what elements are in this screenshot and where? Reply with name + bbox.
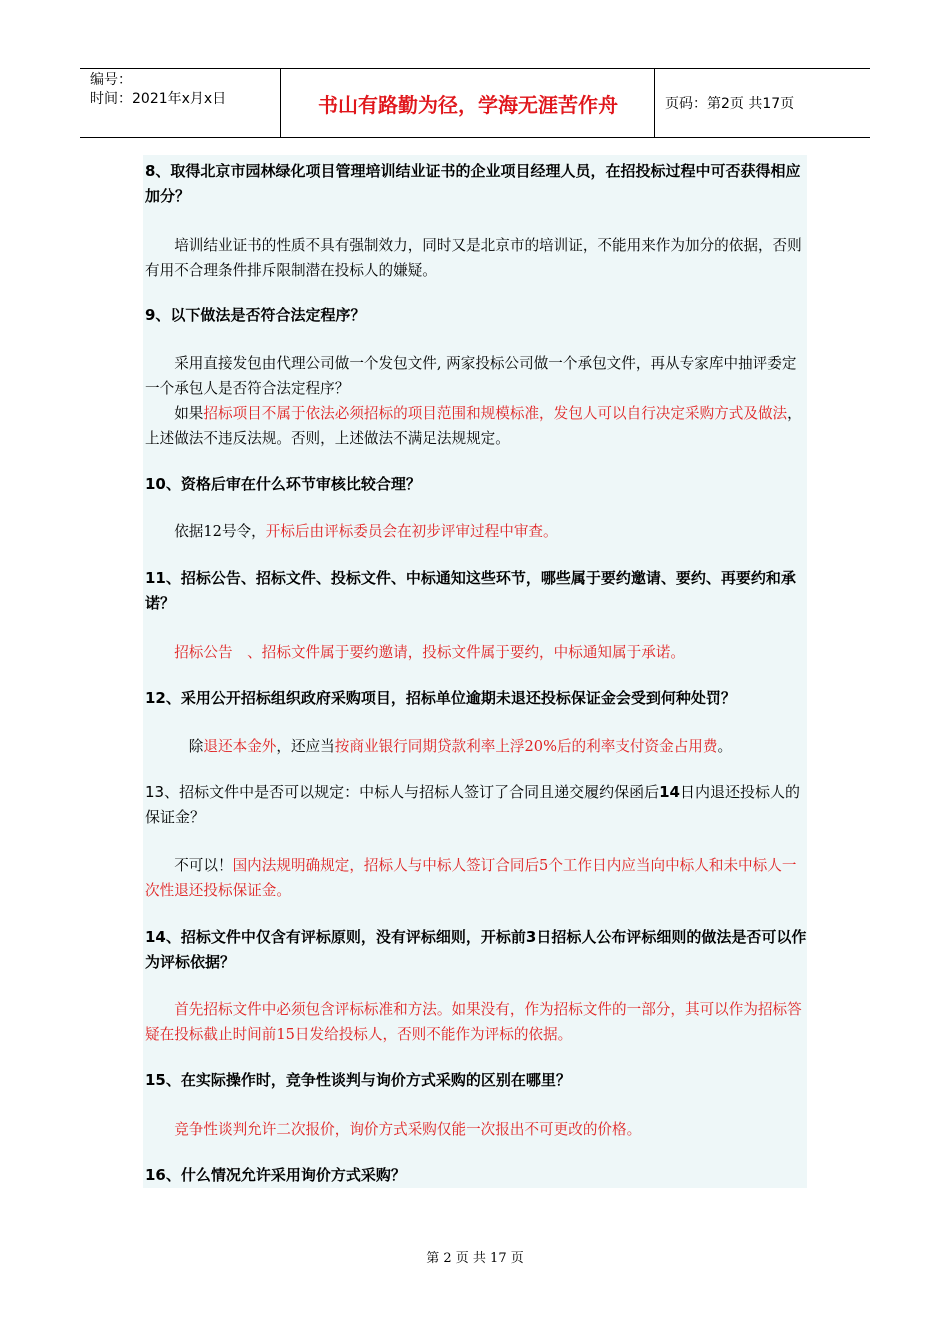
question-16: 16、什么情况允许采用询价方式采购？ bbox=[145, 1166, 406, 1184]
answer-8: 培训结业证书的性质不具有强制效力，同时又是北京市的培训证，不能用来作为加分的依据，否则有用不合理条件排斥限制潜在投标人的嫌疑。 bbox=[145, 237, 802, 279]
question-14: 14、招标文件中仅含有评标原则，没有评标细则，开标前3日招标人公布评标细则的做法是否可以作为评标依据？ bbox=[145, 928, 807, 971]
page-header bbox=[80, 68, 870, 138]
time-label: 时间：2021年x月x日 bbox=[90, 91, 227, 107]
question-15: 15、在实际操作时，竞争性谈判与询价方式采购的区别在哪里？ bbox=[145, 1071, 571, 1089]
header-motto: 书山有路勤为径，学海无涯苦作舟 bbox=[282, 69, 655, 137]
question-10: 10、资格后审在什么环节审核比较合理？ bbox=[145, 475, 421, 493]
question-9: 9、以下做法是否符合法定程序？ bbox=[145, 306, 366, 324]
question-12: 12、采用公开招标组织政府采购项目，招标单位逾期未退还投标保证金会受到何种处罚？ bbox=[145, 689, 736, 707]
answer-15: 竞争性谈判允许二次报价，询价方式采购仅能一次报出不可更改的价格。 bbox=[174, 1121, 642, 1138]
answer-12: 除退还本金外，还应当按商业银行同期贷款利率上浮20%后的利率支付资金占用费。 bbox=[188, 738, 733, 755]
answer-10: 依据12号令，开标后由评标委员会在初步评审过程中审查。 bbox=[174, 523, 558, 540]
page-footer: 第 2 页 共 17 页 bbox=[426, 1251, 524, 1266]
header-page-info: 页码：第2页 共17页 bbox=[665, 96, 795, 112]
answer-14: 首先招标文件中必须包含评标标准和方法。如果没有，作为招标文件的一部分，其可以作为招标答疑在投标截止时间前15日发给投标人，否则不能作为评标的依据。 bbox=[145, 1001, 802, 1043]
number-label: 编号： bbox=[90, 72, 132, 88]
header-meta bbox=[80, 69, 281, 137]
answer-11: 招标公告 、招标文件属于要约邀请，投标文件属于要约，中标通知属于承诺。 bbox=[174, 644, 685, 661]
answer-13: 不可以！国内法规明确规定，招标人与中标人签订合同后5个工作日内应当向中标人和未中标人一次性退还投标保证金。 bbox=[145, 857, 797, 899]
answer-9-part-2: 如果招标项目不属于依法必须招标的项目范围和规模标准，发包人可以自行决定采购方式及做法，上述做法不违反法规。否则，上述做法不满足法规规定。 bbox=[145, 405, 802, 447]
question-8: 8、取得北京市园林绿化项目管理培训结业证书的企业项目经理人员，在招投标过程中可否获得相应加分？ bbox=[145, 162, 801, 205]
answer-9-part-1: 采用直接发包由代理公司做一个发包文件, 两家投标公司做一个承包文件，再从专家库中抽评委定一个承包人是否符合法定程序？ bbox=[145, 355, 797, 397]
question-11: 11、招标公告、招标文件、投标文件、中标通知这些环节，哪些属于要约邀请、要约、再要约和承诺？ bbox=[145, 569, 796, 612]
question-13: 13、招标文件中是否可以规定：中标人与招标人签订了合同且递交履约保函后14日内退还投标人的保证金？ bbox=[145, 783, 800, 826]
